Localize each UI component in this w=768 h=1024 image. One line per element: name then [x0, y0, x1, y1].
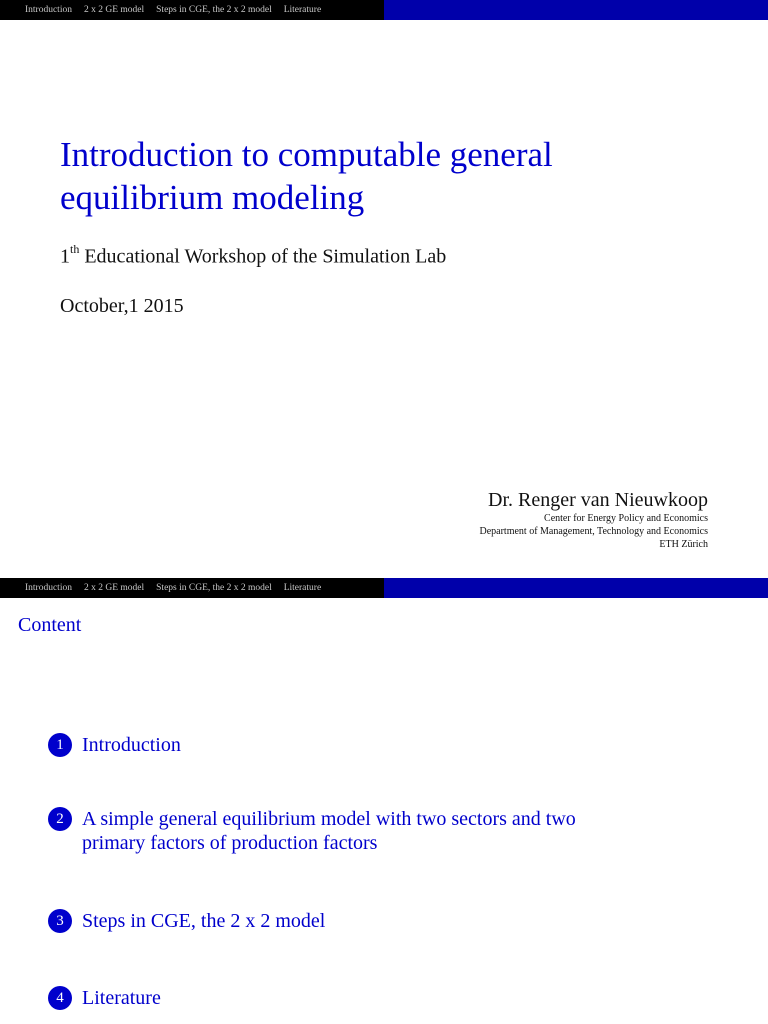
toc-item-introduction[interactable]: [48, 733, 642, 757]
toc-item-literature[interactable]: [48, 986, 642, 1010]
toc-item-steps-in-cge[interactable]: [48, 909, 642, 933]
nav-link-2x2-model[interactable]: 2 x 2 GE model: [83, 5, 145, 15]
nav-links: [0, 0, 384, 20]
subtitle-text: Educational Workshop of the Simulation Lab: [84, 245, 447, 268]
toc-item-label: Steps in CGE, the 2 x 2 model: [82, 910, 326, 932]
toc-item-label: Introduction: [82, 734, 181, 756]
affiliation-center: Center for Energy Policy and Economics: [544, 513, 708, 524]
author-block: [480, 488, 709, 551]
nav-link-introduction[interactable]: Introduction: [25, 583, 72, 593]
subtitle-number: 1: [60, 245, 70, 268]
author-name: Dr. Renger van Nieuwkoop: [488, 489, 708, 511]
toc-item-2x2-model[interactable]: [48, 807, 642, 855]
nav-bar-accent: [384, 578, 768, 598]
toc-number-badge: 4: [48, 986, 72, 1010]
content-heading: Content: [18, 614, 82, 636]
presentation-title: [60, 133, 680, 219]
nav-link-literature[interactable]: Literature: [283, 583, 322, 593]
presentation-date: October,1 2015: [60, 295, 184, 317]
title-line-1: Introduction to computable general: [60, 135, 553, 174]
toc-number-badge: 3: [48, 909, 72, 933]
toc-item-label: Literature: [82, 987, 161, 1009]
affiliation-department: Department of Management, Technology and Economics: [479, 526, 708, 537]
nav-links: [0, 578, 384, 598]
content-slide: [0, 578, 768, 1024]
nav-bar: [0, 578, 768, 598]
toc-item-label: A simple general equilibrium model with two sectors and two primary factors of production factors: [82, 808, 576, 854]
subtitle: [60, 244, 446, 269]
toc-number-badge: 1: [48, 733, 72, 757]
toc-number-badge: 2: [48, 807, 72, 831]
nav-bar-accent: [384, 0, 768, 20]
affiliation-institution: ETH Zürich: [659, 539, 708, 550]
subtitle-ordinal: th: [70, 242, 80, 256]
nav-link-steps-in-cge[interactable]: Steps in CGE, the 2 x 2 model: [156, 583, 272, 593]
nav-link-2x2-model[interactable]: 2 x 2 GE model: [83, 583, 145, 593]
title-line-2: equilibrium modeling: [60, 178, 365, 217]
nav-link-literature[interactable]: Literature: [283, 5, 322, 15]
nav-link-steps-in-cge[interactable]: Steps in CGE, the 2 x 2 model: [156, 5, 272, 15]
nav-bar: [0, 0, 768, 20]
nav-link-introduction[interactable]: Introduction: [25, 5, 72, 15]
